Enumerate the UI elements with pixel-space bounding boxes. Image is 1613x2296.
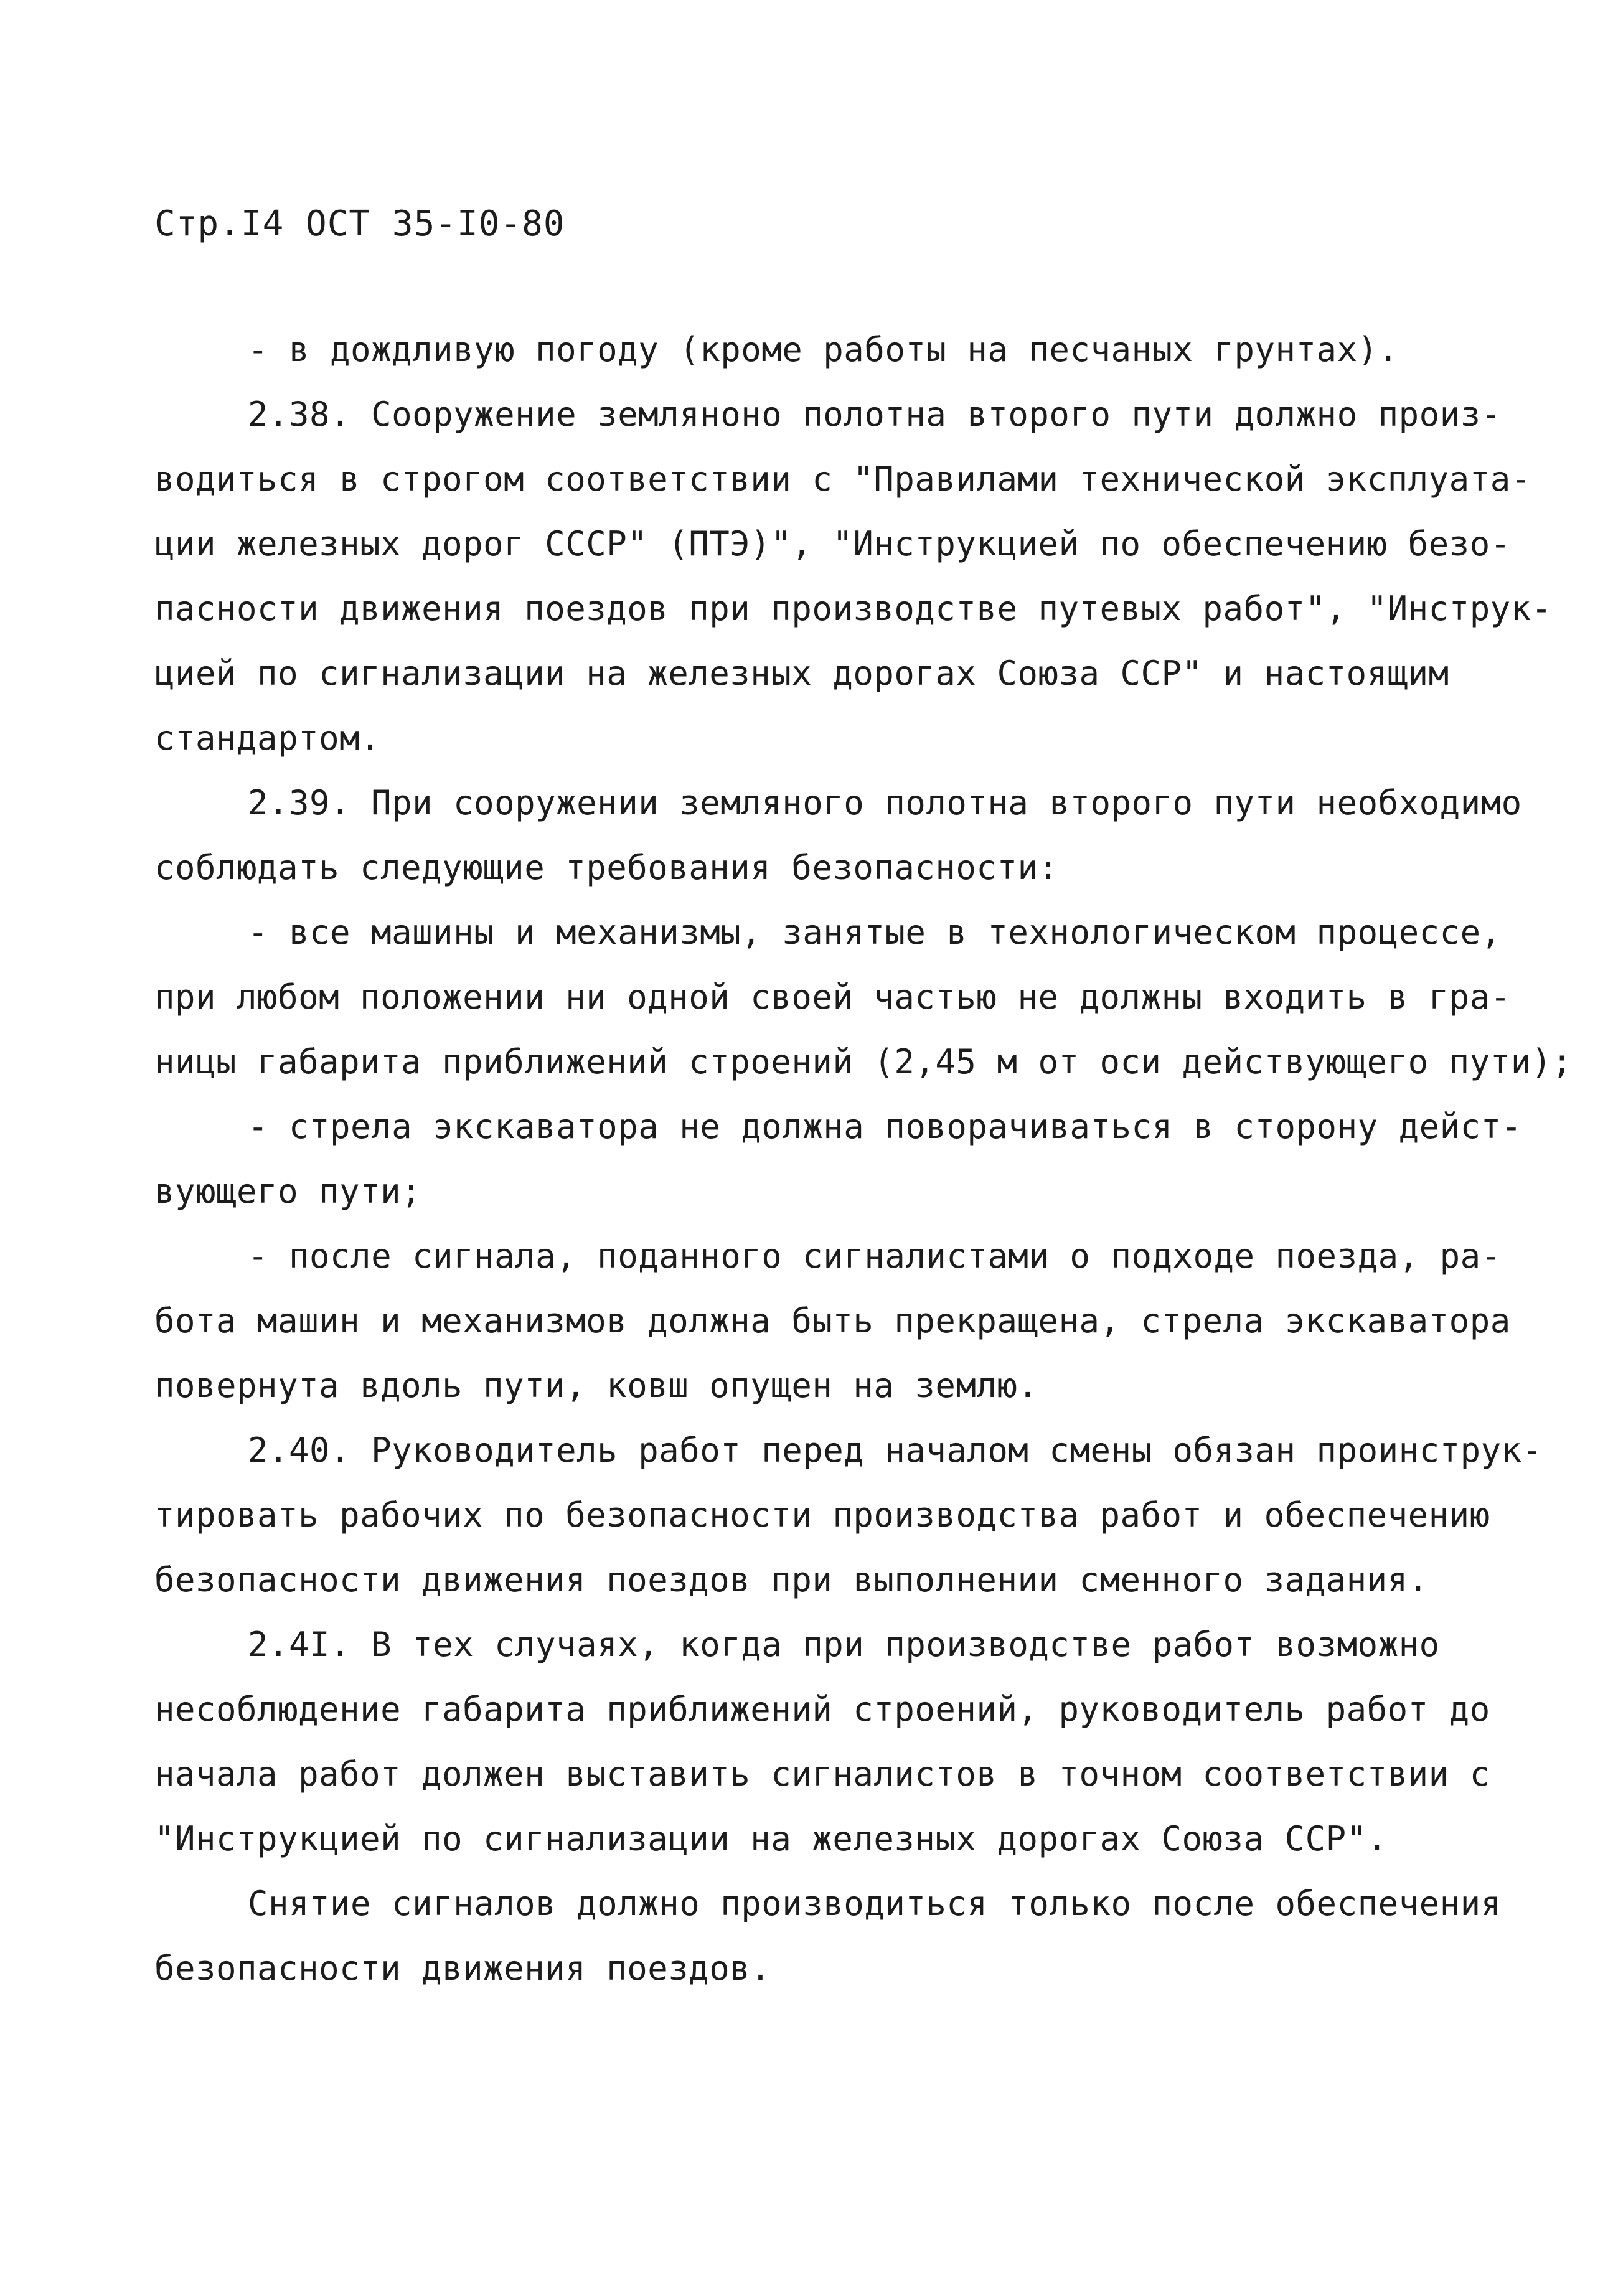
text-line: безопасности движения поездов при выполнении сменного задания. <box>154 1560 1429 1599</box>
text-line: безопасности движения поездов. <box>154 1949 771 1988</box>
text-line: "Инструкцией по сигнализации на железных дорогах Союза ССР". <box>154 1819 1388 1858</box>
text-line: - все машины и механизмы, занятые в технологическом процессе, <box>248 913 1502 952</box>
text-line: 2.39. При сооружении земляного полотна второго пути необходимо <box>248 783 1522 822</box>
text-line: повернута вдоль пути, ковш опущен на землю. <box>154 1366 1038 1405</box>
text-line: ницы габарита приближений строений (2,45 м от оси действующего пути); <box>154 1042 1573 1081</box>
text-line: начала работ должен выставить сигналистов в точном соответствии с <box>154 1754 1490 1794</box>
text-line: ции железных дорог СССР" (ПТЭ)", "Инструкцией по обеспечению безо- <box>154 524 1511 563</box>
page-header: Стр.I4 ОСТ 35-I0-80 <box>154 204 565 244</box>
text-line: - в дождливую погоду (кроме работы на песчаных грунтах). <box>248 330 1399 369</box>
text-line: стандартом. <box>154 718 381 758</box>
text-line: 2.38. Сооружение землянонo полотна второго пути должно произ- <box>248 395 1502 434</box>
text-line: - после сигнала, поданного сигналистами о подходе поезда, ра- <box>248 1236 1502 1276</box>
text-line: цией по сигнализации на железных дорогах Союза ССР" и настоящим <box>154 654 1449 693</box>
text-line: при любом положении ни одной своей частью не должны входить в гра- <box>154 977 1511 1017</box>
text-line: - стрела экскаватора не должна поворачиваться в сторону дейст- <box>248 1107 1522 1146</box>
text-line: водиться в строгом соответствии с "Правилами технической эксплуата- <box>154 459 1531 499</box>
text-line: пасности движения поездов при производстве путевых работ", "Инструк- <box>154 589 1552 628</box>
text-line: бота машин и механизмов должна быть прекращена, стрела экскаватора <box>154 1301 1511 1340</box>
text-line: 2.4I. В тех случаях, когда при производстве работ возможно <box>248 1625 1440 1664</box>
text-line: 2.40. Руководитель работ перед началом смены обязан проинструк- <box>248 1431 1543 1470</box>
text-line: тировать рабочих по безопасности производства работ и обеспечению <box>154 1495 1490 1535</box>
text-line: несоблюдение габарита приближений строений, руководитель работ до <box>154 1690 1490 1729</box>
text-line: вующего пути; <box>154 1172 422 1211</box>
text-line: Снятие сигналов должно производиться только после обеспечения <box>248 1884 1502 1923</box>
text-line: соблюдать следующие требования безопасности: <box>154 848 1059 887</box>
document-body <box>154 318 1573 2001</box>
